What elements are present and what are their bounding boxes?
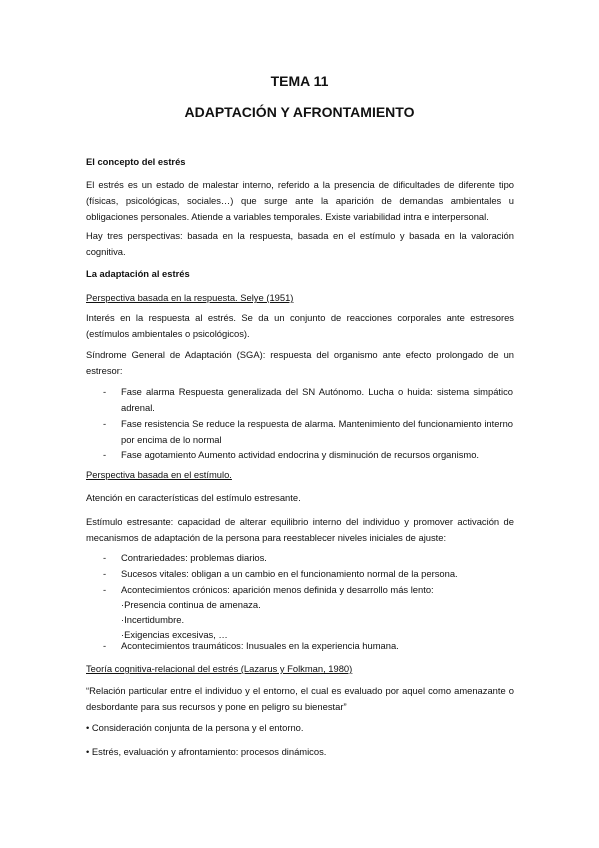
list-dash: - (103, 568, 107, 579)
page-subtitle: ADAPTACIÓN Y AFRONTAMIENTO (184, 104, 415, 120)
paragraph-stress-definition: El estrés es un estado de malestar interno, referido a la presencia de dificultades de diferente tipo (físicas, psicológicas, sociales…) que surge ante la aparición de demandas ambientales u obligaciones personales. Atiende a variables temporales. Existe variabilidad intra e interpersonal. (86, 179, 514, 222)
heading-response-perspective: Perspectiva basada en la respuesta. Selye (1951) (86, 292, 294, 303)
paragraph-stressful-stimulus: Estímulo estresante: capacidad de alterar equilibrio interno del individuo y promover activación de mecanismos de adaptación de la persona para reestablecer niveles iniciales de ajuste: (86, 516, 514, 543)
list-dash: - (103, 449, 107, 460)
list-dash: - (103, 386, 107, 397)
list-dash: - (103, 552, 107, 563)
list-item-traumaticos: Acontecimientos traumáticos: Inusuales en la experiencia humana. (121, 640, 399, 651)
paragraph-sga: Síndrome General de Adaptación (SGA): respuesta del organismo ante efecto prolongado de un estresor: (86, 349, 514, 376)
list-item-phase-alarm: Fase alarma Respuesta generalizada del SN Autónomo. Lucha o huida: sistema simpático adrenal. (121, 386, 513, 413)
list-dash: - (103, 640, 107, 651)
sub-item-amenaza: ·Presencia continua de amenaza. (121, 599, 261, 610)
bullet-item-dynamic-processes: • Estrés, evaluación y afrontamiento: procesos dinámicos. (86, 746, 327, 757)
heading-cognitive-relational-theory: Teoría cognitiva-relacional del estrés (Lazarus y Folkman, 1980) (86, 663, 353, 674)
paragraph-three-perspectives: Hay tres perspectivas: basada en la respuesta, basada en el estímulo y basada en la valoración cognitiva. (86, 230, 514, 257)
heading-stimulus-perspective: Perspectiva basada en el estímulo. (86, 469, 232, 480)
sub-item-exigencias: ·Exigencias excesivas, … (121, 629, 228, 640)
list-item-phase-exhaustion: Fase agotamiento Aumento actividad endocrina y disminución de recursos organismo. (121, 449, 480, 460)
sub-item-incertidumbre: ·Incertidumbre. (121, 614, 185, 625)
list-item-contrariedades: Contrariedades: problemas diarios. (121, 552, 267, 563)
paragraph-quote: “Relación particular entre el individuo y el entorno, el cual es evaluado por aquel como amenazante o desbordante para sus recursos y pone en peligro su bienestar” (86, 685, 514, 712)
section-heading-adaptation: La adaptación al estrés (86, 268, 190, 279)
list-item-sucesos-vitales: Sucesos vitales: obligan a un cambio en el funcionamiento normal de la persona. (121, 568, 458, 579)
page-title: TEMA 11 (270, 73, 329, 89)
paragraph-stimulus-attention: Atención en características del estímulo estresante. (86, 492, 301, 503)
list-dash: - (103, 584, 107, 595)
list-dash: - (103, 418, 107, 429)
bullet-item-person-environment: • Consideración conjunta de la persona y el entorno. (86, 722, 304, 733)
list-item-phase-resistance: Fase resistencia Se reduce la respuesta de alarma. Mantenimiento del funcionamiento interno por encima de lo normal (121, 418, 513, 445)
list-item-acontecimientos-cronicos: Acontecimientos crónicos: aparición menos definida y desarrollo más lento: (121, 584, 434, 595)
paragraph-response-interest: Interés en la respuesta al estrés. Se da un conjunto de reacciones corporales ante estresores (estímulos ambientales o psicológicos). (86, 312, 514, 339)
section-heading-stress-concept: El concepto del estrés (86, 156, 186, 167)
